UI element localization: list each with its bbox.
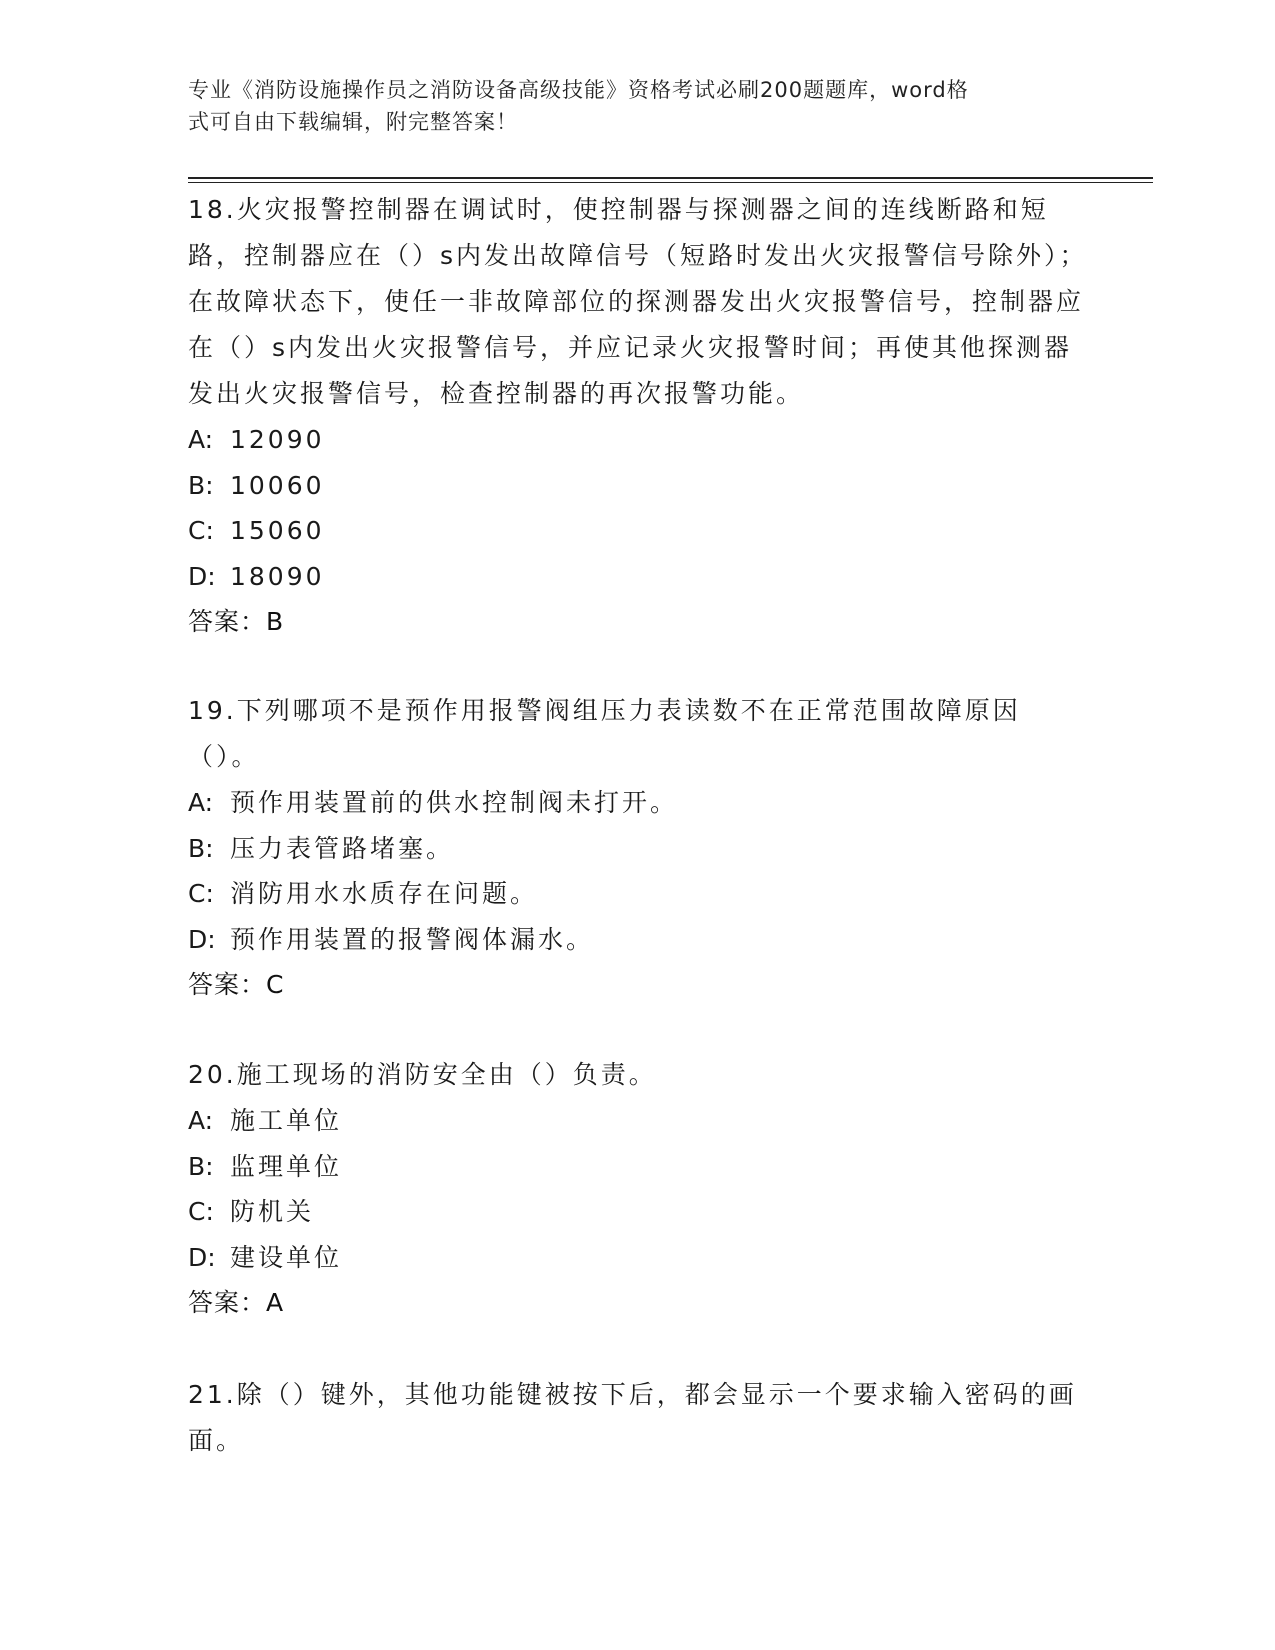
question-20 xyxy=(188,1052,1088,1326)
option-a xyxy=(188,780,1088,826)
option-letter: A: xyxy=(188,1106,214,1135)
option-letter: C: xyxy=(188,1197,214,1226)
option-letter: A: xyxy=(188,425,214,454)
option-a xyxy=(188,1098,1088,1144)
option-letter: D: xyxy=(188,924,216,954)
question-text: 21.除（）键外，其他功能键被按下后，都会显示一个要求输入密码的画面。 xyxy=(188,1380,1077,1455)
option-letter: D: xyxy=(188,561,216,591)
option-letter: B: xyxy=(188,1151,214,1181)
option-letter: B: xyxy=(188,833,214,863)
option-text: 建设单位 xyxy=(230,1242,343,1272)
option-letter: C: xyxy=(188,516,214,545)
option-text: 消防用水水质存在问题。 xyxy=(230,879,539,908)
header-line-2: 式可自由下载编辑，附完整答案！ xyxy=(188,110,518,134)
option-letter: C: xyxy=(188,879,214,908)
option-b xyxy=(188,1144,1088,1190)
header-divider-thick xyxy=(188,177,1153,179)
option-d xyxy=(188,917,1088,963)
option-letter: D: xyxy=(188,1242,216,1272)
option-letter: B: xyxy=(188,470,214,500)
option-d xyxy=(188,1235,1088,1281)
header-line-1: 专业《消防设施操作员之消防设备高级技能》资格考试必刷200题题库，word格 xyxy=(188,78,969,102)
option-c xyxy=(188,871,1088,917)
option-text: 预作用装置前的供水控制阀未打开。 xyxy=(230,788,679,817)
option-c xyxy=(188,508,1088,554)
option-text: 预作用装置的报警阀体漏水。 xyxy=(230,924,595,954)
option-d xyxy=(188,554,1088,600)
option-b xyxy=(188,463,1088,509)
question-18 xyxy=(188,187,1088,645)
document-header xyxy=(188,74,1068,138)
question-19 xyxy=(188,688,1088,1008)
option-text: 10060 xyxy=(230,470,325,500)
option-text: 15060 xyxy=(230,516,325,545)
option-letter: A: xyxy=(188,788,214,817)
answer: 答案：A xyxy=(188,1288,285,1317)
question-text: 20.施工现场的消防安全由（）负责。 xyxy=(188,1060,657,1089)
option-text: 18090 xyxy=(230,561,325,591)
question-text: 19.下列哪项不是预作用报警阀组压力表读数不在正常范围故障原因（）。 xyxy=(188,696,1021,771)
option-c xyxy=(188,1189,1088,1235)
option-text: 施工单位 xyxy=(230,1106,343,1135)
option-text: 12090 xyxy=(230,425,325,454)
question-text: 18.火灾报警控制器在调试时，使控制器与探测器之间的连线断路和短路，控制器应在（）s内发出故障信号（短路时发出火灾报警信号除外）；在故障状态下，使任一非故障部位的探测器发出火灾报警信号，控制器应在（）s内发出火灾报警信号，并应记录火灾报警时间；再使其他探测器发出火灾报警信号，检查控制器的再次报警功能。 xyxy=(188,195,1088,408)
option-b xyxy=(188,826,1088,872)
answer: 答案：B xyxy=(188,607,285,636)
answer: 答案：C xyxy=(188,970,285,999)
header-divider-thin xyxy=(188,182,1153,183)
question-21 xyxy=(188,1372,1088,1464)
option-text: 压力表管路堵塞。 xyxy=(230,833,455,863)
option-a xyxy=(188,417,1088,463)
option-text: 防机关 xyxy=(230,1197,315,1226)
option-text: 监理单位 xyxy=(230,1151,343,1181)
